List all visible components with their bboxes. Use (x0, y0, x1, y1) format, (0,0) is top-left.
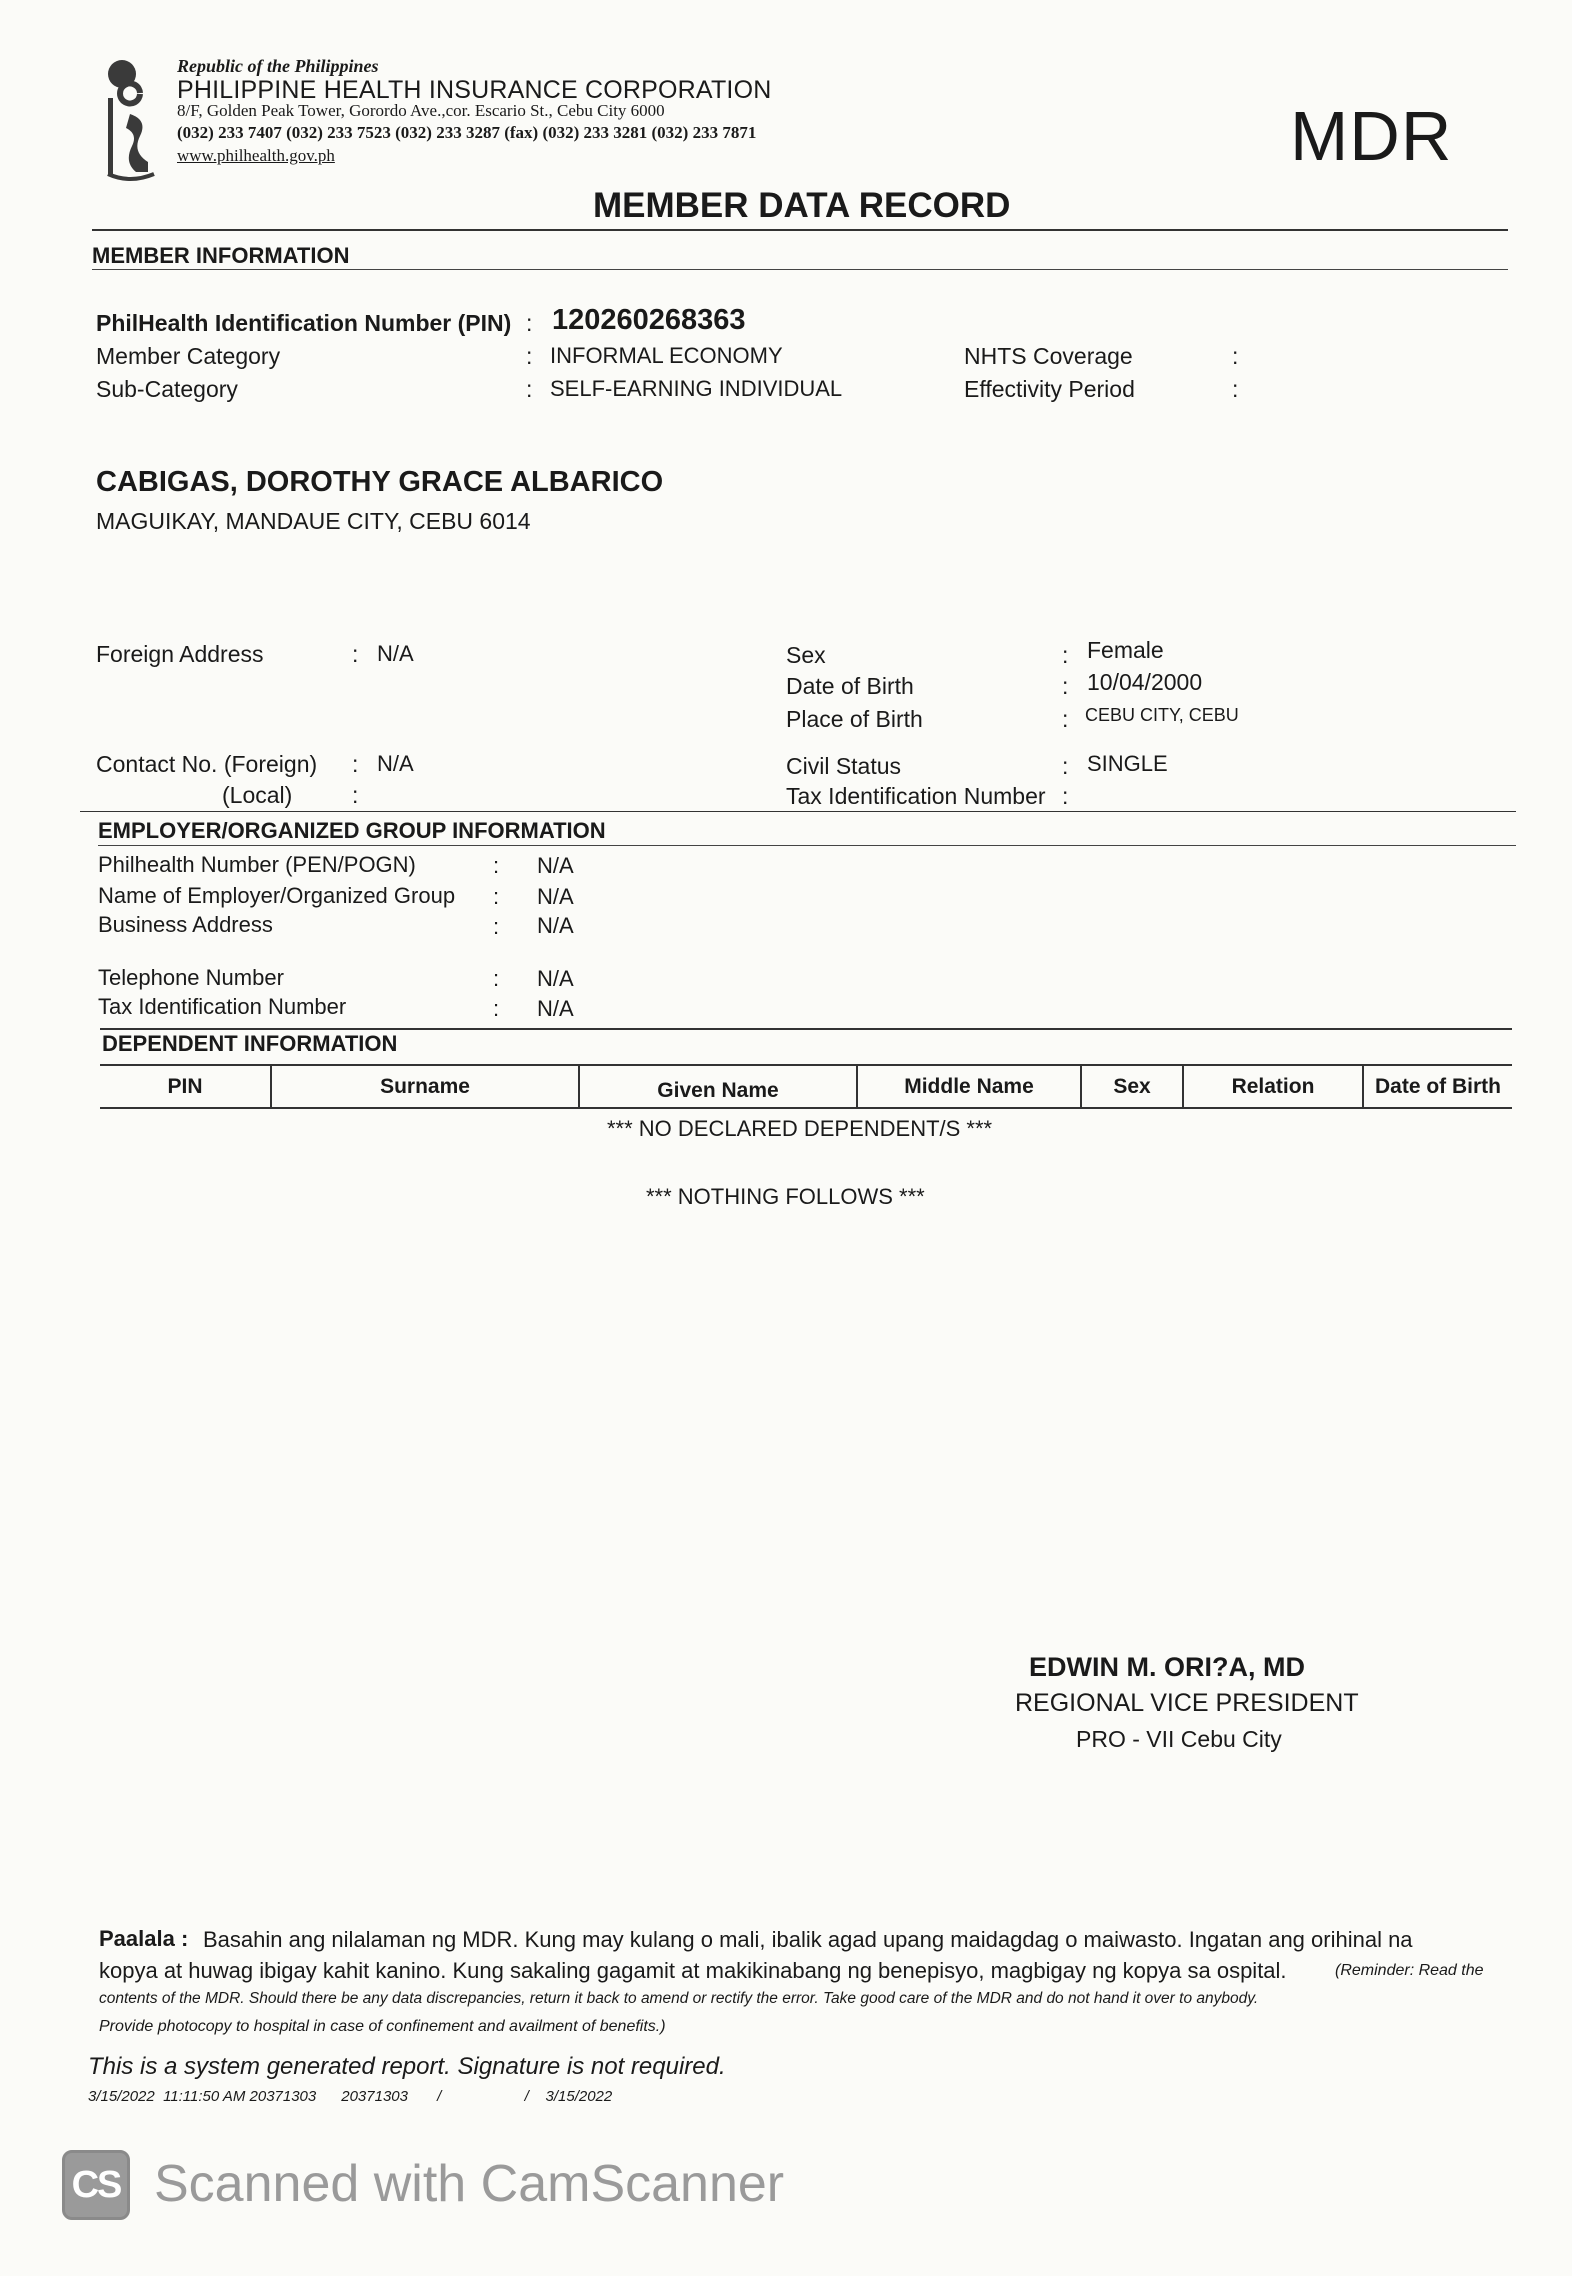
paalala-label: Paalala : (99, 1926, 189, 1951)
camscanner-text: Scanned with CamScanner (154, 2155, 785, 2213)
member-address: MAGUIKAY, MANDAUE CITY, CEBU 6014 (96, 508, 531, 534)
telephone-colon: : (493, 966, 500, 991)
reminder-part-a: (Reminder: Read the (1335, 1962, 1484, 1979)
category-value: INFORMAL ECONOMY (550, 343, 783, 368)
dependent-top-divider (100, 1028, 1512, 1030)
contact-local-colon: : (352, 782, 359, 808)
employer-section-title: EMPLOYER/ORGANIZED GROUP INFORMATION (98, 818, 606, 843)
subcategory-value: SELF-EARNING INDIVIDUAL (550, 376, 843, 401)
subcategory-colon: : (526, 376, 533, 402)
employer-name-colon: : (493, 884, 500, 909)
pob-colon: : (1062, 706, 1069, 732)
employer-name-label: Name of Employer/Organized Group (98, 883, 456, 908)
contact-foreign-label: Contact No. (Foreign) (96, 751, 318, 777)
sex-value: Female (1087, 637, 1164, 663)
dependent-section-title: DEPENDENT INFORMATION (102, 1031, 398, 1056)
dob-label: Date of Birth (786, 673, 914, 699)
business-address-colon: : (493, 914, 500, 939)
category-colon: : (526, 343, 533, 369)
col-relation: Relation (1231, 1075, 1315, 1098)
dependent-table-top (100, 1064, 1512, 1066)
signatory-position: REGIONAL VICE PRESIDENT (1015, 1689, 1359, 1717)
nothing-follows-note: *** NOTHING FOLLOWS *** (646, 1184, 925, 1209)
republic-text: Republic of the Philippines (177, 56, 379, 76)
print-timestamp: 3/15/2022 11:11:50 AM 20371303 20371303 / / 3/15/2022 (88, 2088, 613, 2105)
contact-foreign-value: N/A (377, 751, 414, 776)
signatory-name: EDWIN M. ORI?A, MD (1029, 1652, 1305, 1682)
pen-value: N/A (537, 853, 574, 878)
pin-label: PhilHealth Identification Number (PIN) (96, 310, 512, 336)
employer-tin-label: Tax Identification Number (98, 994, 347, 1019)
telephone-value: N/A (537, 966, 574, 991)
business-address-label: Business Address (98, 912, 273, 937)
col-given-name: Given Name (657, 1079, 779, 1102)
col-sex: Sex (1113, 1075, 1151, 1098)
business-address-value: N/A (537, 913, 574, 938)
pob-value: CEBU CITY, CEBU (1085, 705, 1239, 725)
nhts-label: NHTS Coverage (964, 343, 1133, 369)
member-section-divider (92, 269, 1508, 270)
corporation-name: PHILIPPINE HEALTH INSURANCE CORPORATION (177, 76, 772, 104)
col-middle-name: Middle Name (904, 1075, 1034, 1098)
col-surname: Surname (380, 1075, 470, 1098)
member-section-title: MEMBER INFORMATION (92, 243, 350, 268)
reminder-part-b: contents of the MDR. Should there be any data discrepancies, return it back to amend or rectify the error. Take good care of the MDR and do not hand it over to anybody. (99, 1990, 1259, 2007)
website-link[interactable]: www.philhealth.gov.ph (177, 146, 335, 165)
dob-colon: : (1062, 673, 1069, 699)
sex-colon: : (1062, 642, 1069, 668)
member-name: CABIGAS, DOROTHY GRACE ALBARICO (96, 466, 664, 498)
paalala-line2: kopya at huwag ibigay kahit kanino. Kung sakaling gagamit at makikinabang ng benepisyo, magbigay ng kopya sa ospital. (99, 1958, 1287, 1983)
employer-section-divider (98, 845, 1516, 846)
corporation-address: 8/F, Golden Peak Tower, Gorordo Ave.,cor. Escario St., Cebu City 6000 (177, 101, 665, 120)
tin-label: Tax Identification Number (786, 783, 1046, 809)
col-pin: PIN (167, 1075, 203, 1098)
corporation-phones: (032) 233 7407 (032) 233 7523 (032) 233 3287 (fax) (032) 233 3281 (032) 233 7871 (177, 123, 757, 142)
col-date-of-birth: Date of Birth (1375, 1075, 1501, 1098)
pin-value: 120260268363 (552, 304, 746, 336)
sex-label: Sex (786, 642, 826, 668)
document-code: MDR (1290, 97, 1453, 175)
nhts-colon: : (1232, 343, 1239, 369)
contact-foreign-colon: : (352, 751, 359, 777)
no-dependents-note: *** NO DECLARED DEPENDENT/S *** (607, 1116, 993, 1141)
pen-colon: : (493, 853, 500, 878)
employer-tin-colon: : (493, 996, 500, 1021)
reminder-part-c: Provide photocopy to hospital in case of confinement and availment of benefits.) (99, 2018, 666, 2035)
dependent-table-bottom (100, 1107, 1512, 1109)
foreign-address-label: Foreign Address (96, 641, 264, 667)
category-label: Member Category (96, 343, 281, 369)
employer-name-value: N/A (537, 884, 574, 909)
civil-status-label: Civil Status (786, 753, 902, 779)
camscanner-logo (62, 2150, 130, 2220)
system-generated-note: This is a system generated report. Signature is not required. (88, 2053, 726, 2080)
foreign-address-value: N/A (377, 641, 414, 666)
employer-top-divider (80, 811, 1516, 812)
telephone-label: Telephone Number (98, 965, 284, 990)
philhealth-logo (100, 56, 168, 186)
paalala-line1: Basahin ang nilalaman ng MDR. Kung may kulang o mali, ibalik agad upang maidagdag o maiwasto. Ingatan ang orihinal na (203, 1927, 1413, 1952)
civil-status-colon: : (1062, 753, 1069, 779)
document-title: MEMBER DATA RECORD (593, 186, 1011, 225)
subcategory-label: Sub-Category (96, 376, 238, 402)
foreign-address-colon: : (352, 641, 359, 667)
pin-colon: : (526, 310, 533, 336)
pen-label: Philhealth Number (PEN/POGN) (98, 852, 416, 877)
pob-label: Place of Birth (786, 706, 923, 732)
contact-local-label: (Local) (222, 782, 293, 808)
civil-status-value: SINGLE (1087, 751, 1168, 776)
camscanner-badge-text: CS (71, 2164, 121, 2206)
effectivity-colon: : (1232, 376, 1239, 402)
effectivity-label: Effectivity Period (964, 376, 1135, 402)
employer-tin-value: N/A (537, 996, 574, 1021)
title-divider (92, 229, 1508, 231)
signatory-office: PRO - VII Cebu City (1076, 1726, 1282, 1752)
tin-colon: : (1062, 783, 1069, 809)
dob-value: 10/04/2000 (1087, 669, 1203, 695)
